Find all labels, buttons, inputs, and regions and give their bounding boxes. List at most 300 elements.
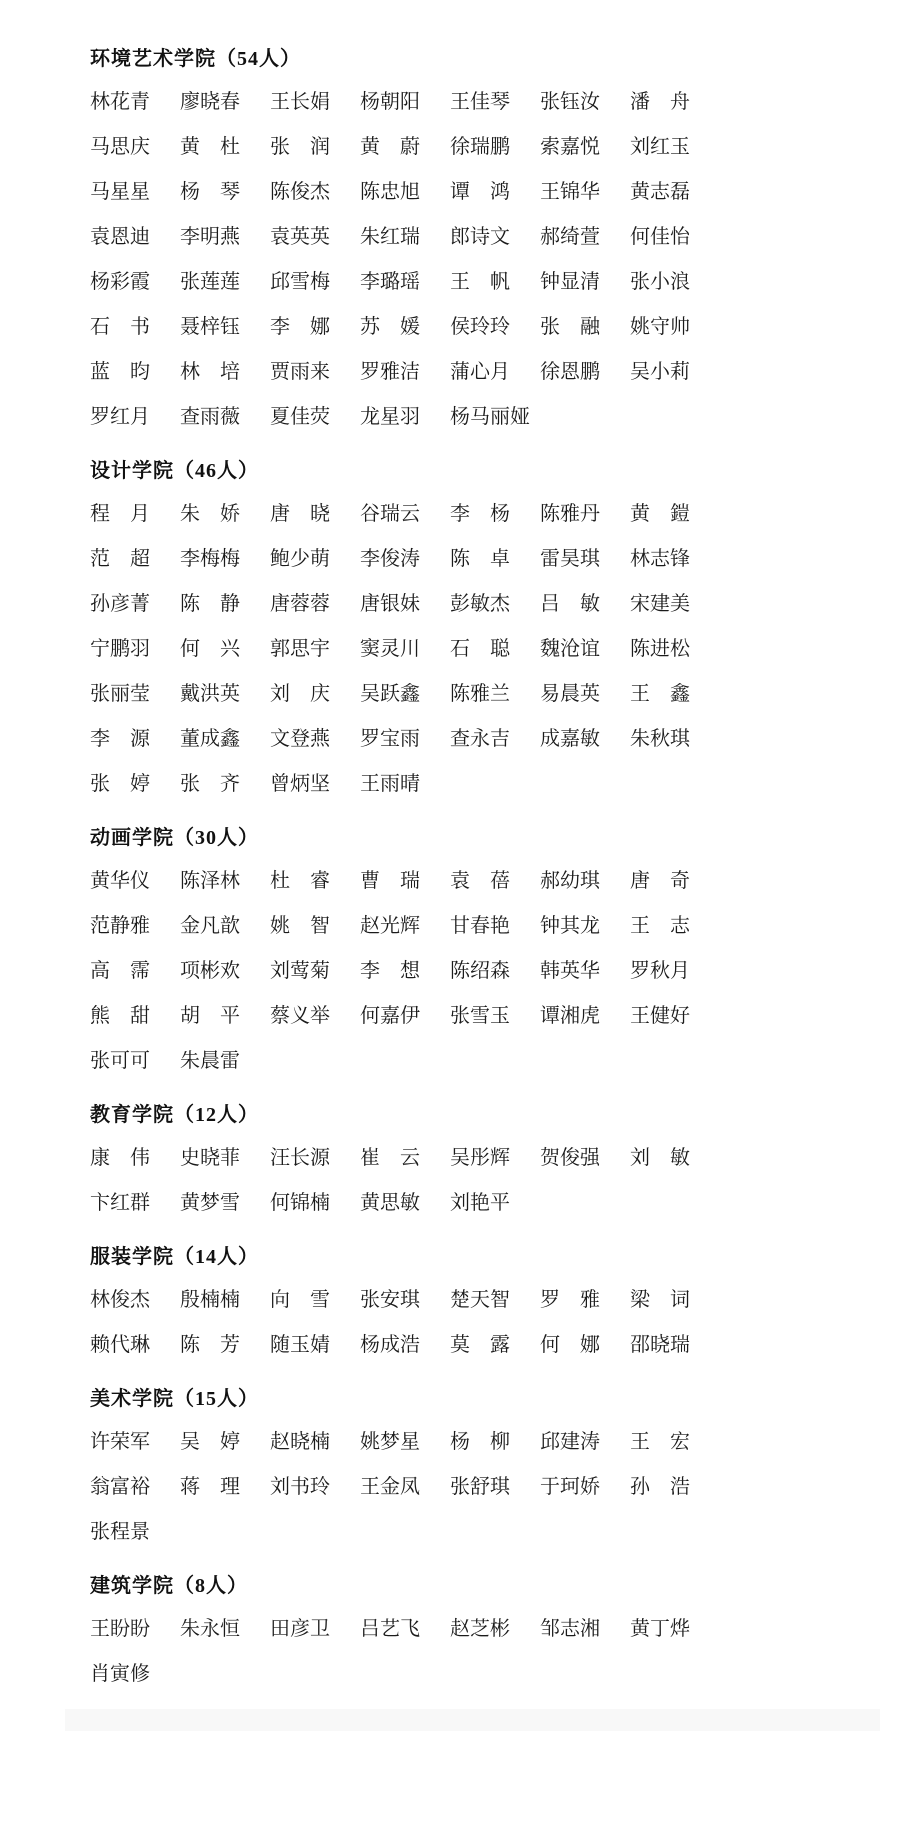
name-cell xyxy=(360,545,450,574)
name-cell xyxy=(630,725,720,754)
person-name: 黄丁烨 xyxy=(630,1618,690,1640)
name-cell xyxy=(360,403,450,432)
name-row xyxy=(90,957,750,986)
person-name: 聂梓钰 xyxy=(180,316,240,338)
person-name: 黄蔚 xyxy=(360,136,420,158)
name-cell xyxy=(180,1286,270,1315)
person-name: 杨柳 xyxy=(450,1431,510,1453)
person-name: 黄梦雪 xyxy=(180,1192,240,1214)
name-cell xyxy=(90,358,180,387)
name-row xyxy=(90,867,750,896)
name-cell xyxy=(270,1002,360,1031)
name-row xyxy=(90,358,750,387)
person-name: 林俊杰 xyxy=(90,1289,150,1311)
person-name: 杨彩霞 xyxy=(90,271,150,293)
name-cell xyxy=(180,1331,270,1360)
name-cell xyxy=(630,1331,720,1360)
name-cell xyxy=(90,770,180,799)
person-name: 宋建美 xyxy=(630,593,690,615)
name-row xyxy=(90,912,750,941)
name-cell xyxy=(450,268,540,297)
person-name: 黄思敏 xyxy=(360,1192,420,1214)
person-name: 朱娇 xyxy=(180,503,240,525)
person-name: 黄华仪 xyxy=(90,870,150,892)
name-cell xyxy=(90,1047,180,1076)
person-name: 邵晓瑞 xyxy=(630,1334,690,1356)
name-cell xyxy=(270,867,360,896)
name-cell xyxy=(270,545,360,574)
name-row xyxy=(90,1047,750,1076)
person-name: 邹志湘 xyxy=(540,1618,600,1640)
name-row xyxy=(90,88,750,117)
person-name: 索嘉悦 xyxy=(540,136,600,158)
person-name: 吴跃鑫 xyxy=(360,683,420,705)
name-cell xyxy=(180,635,270,664)
name-cell xyxy=(450,403,540,432)
name-cell xyxy=(360,635,450,664)
person-name: 何锦楠 xyxy=(270,1192,330,1214)
name-cell xyxy=(270,1144,360,1173)
name-cell xyxy=(630,590,720,619)
person-name: 孙彦菁 xyxy=(90,593,150,615)
person-name: 刘红玉 xyxy=(630,136,690,158)
person-name: 成嘉敏 xyxy=(540,728,600,750)
person-name: 陈俊杰 xyxy=(270,181,330,203)
name-cell xyxy=(360,178,450,207)
name-cell xyxy=(180,1473,270,1502)
name-cell xyxy=(180,770,270,799)
name-cell xyxy=(360,957,450,986)
person-name: 王佳琴 xyxy=(450,91,510,113)
name-cell xyxy=(270,313,360,342)
name-cell xyxy=(540,313,630,342)
name-cell xyxy=(270,1331,360,1360)
person-name: 肖寅修 xyxy=(90,1663,150,1685)
person-name: 王锦华 xyxy=(540,181,600,203)
person-name: 龙星羽 xyxy=(360,406,420,428)
name-cell xyxy=(90,500,180,529)
person-name: 徐恩鹏 xyxy=(540,361,600,383)
name-cell xyxy=(270,1615,360,1644)
name-row xyxy=(90,133,750,162)
person-name: 朱红瑞 xyxy=(360,226,420,248)
person-name: 于珂娇 xyxy=(540,1476,600,1498)
person-name: 楚天智 xyxy=(450,1289,510,1311)
person-name: 李梅梅 xyxy=(180,548,240,570)
name-cell xyxy=(270,1473,360,1502)
person-name: 陈泽林 xyxy=(180,870,240,892)
person-name: 陈静 xyxy=(180,593,240,615)
person-name: 韩英华 xyxy=(540,960,600,982)
person-name: 吴婷 xyxy=(180,1431,240,1453)
person-name: 田彦卫 xyxy=(270,1618,330,1640)
person-name: 曾炳坚 xyxy=(270,773,330,795)
person-name: 李源 xyxy=(90,728,150,750)
name-cell xyxy=(540,912,630,941)
person-name: 吴小莉 xyxy=(630,361,690,383)
name-cell xyxy=(540,1428,630,1457)
person-name: 蒋理 xyxy=(180,1476,240,1498)
person-name: 赵芝彬 xyxy=(450,1618,510,1640)
person-name: 蔡义举 xyxy=(270,1005,330,1027)
person-name: 赵晓楠 xyxy=(270,1431,330,1453)
person-name: 蓝昀 xyxy=(90,361,150,383)
name-cell xyxy=(90,1473,180,1502)
name-cell xyxy=(270,590,360,619)
name-cell xyxy=(540,1002,630,1031)
person-name: 徐瑞鹏 xyxy=(450,136,510,158)
person-name: 陈卓 xyxy=(450,548,510,570)
person-name: 随玉婧 xyxy=(270,1334,330,1356)
person-name: 史晓菲 xyxy=(180,1147,240,1169)
name-cell xyxy=(450,313,540,342)
name-cell xyxy=(450,1144,540,1173)
person-name: 莫露 xyxy=(450,1334,510,1356)
person-name: 孙浩 xyxy=(630,1476,690,1498)
person-name: 苏媛 xyxy=(360,316,420,338)
name-cell xyxy=(270,770,360,799)
person-name: 杨马丽娅 xyxy=(450,406,530,428)
name-row xyxy=(90,1473,750,1502)
name-cell xyxy=(360,133,450,162)
name-cell xyxy=(180,500,270,529)
name-cell xyxy=(630,223,720,252)
name-cell xyxy=(270,223,360,252)
name-row xyxy=(90,1144,750,1173)
name-cell xyxy=(540,545,630,574)
name-cell xyxy=(630,867,720,896)
person-name: 张舒琪 xyxy=(450,1476,510,1498)
person-name: 刘艳平 xyxy=(450,1192,510,1214)
name-cell xyxy=(90,957,180,986)
person-name: 翁富裕 xyxy=(90,1476,150,1498)
person-name: 王盼盼 xyxy=(90,1618,150,1640)
person-name: 熊甜 xyxy=(90,1005,150,1027)
name-cell xyxy=(540,223,630,252)
name-cell xyxy=(90,1660,180,1689)
name-cell xyxy=(90,313,180,342)
name-row xyxy=(90,680,750,709)
name-cell xyxy=(90,1002,180,1031)
person-name: 彭敏杰 xyxy=(450,593,510,615)
name-cell xyxy=(450,680,540,709)
person-name: 何娜 xyxy=(540,1334,600,1356)
person-name: 张小浪 xyxy=(630,271,690,293)
name-row xyxy=(90,1286,750,1315)
name-cell xyxy=(90,912,180,941)
name-cell xyxy=(540,957,630,986)
name-cell xyxy=(540,725,630,754)
person-name: 贾雨来 xyxy=(270,361,330,383)
name-row xyxy=(90,313,750,342)
name-cell xyxy=(630,133,720,162)
person-name: 黄鎧 xyxy=(630,503,690,525)
name-cell xyxy=(450,1428,540,1457)
person-name: 张钰汝 xyxy=(540,91,600,113)
name-cell xyxy=(360,500,450,529)
person-name: 文登燕 xyxy=(270,728,330,750)
person-name: 张可可 xyxy=(90,1050,150,1072)
name-cell xyxy=(90,1428,180,1457)
person-name: 陈绍森 xyxy=(450,960,510,982)
section-title: 建筑学院（8人） xyxy=(90,1575,248,1597)
name-cell xyxy=(90,590,180,619)
name-cell xyxy=(450,500,540,529)
name-cell xyxy=(180,680,270,709)
person-name: 贺俊强 xyxy=(540,1147,600,1169)
person-name: 蒲心月 xyxy=(450,361,510,383)
person-name: 甘春艳 xyxy=(450,915,510,937)
name-row xyxy=(90,1002,750,1031)
name-cell xyxy=(270,957,360,986)
person-name: 马思庆 xyxy=(90,136,150,158)
person-name: 戴洪英 xyxy=(180,683,240,705)
person-name: 陈芳 xyxy=(180,1334,240,1356)
name-cell xyxy=(630,545,720,574)
name-cell xyxy=(540,1615,630,1644)
person-name: 项彬欢 xyxy=(180,960,240,982)
name-cell xyxy=(180,358,270,387)
person-name: 石书 xyxy=(90,316,150,338)
person-name: 魏沧谊 xyxy=(540,638,600,660)
name-cell xyxy=(630,358,720,387)
person-name: 朱晨雷 xyxy=(180,1050,240,1072)
section-title: 服装学院（14人） xyxy=(90,1246,259,1268)
person-name: 郝绮萱 xyxy=(540,226,600,248)
person-name: 汪长源 xyxy=(270,1147,330,1169)
name-cell xyxy=(540,88,630,117)
name-cell xyxy=(270,358,360,387)
name-cell xyxy=(540,1331,630,1360)
person-name: 高霈 xyxy=(90,960,150,982)
name-cell xyxy=(540,358,630,387)
name-cell xyxy=(540,178,630,207)
name-cell xyxy=(360,1615,450,1644)
person-name: 王雨晴 xyxy=(360,773,420,795)
person-name: 唐银妹 xyxy=(360,593,420,615)
name-cell xyxy=(360,680,450,709)
name-row xyxy=(90,1615,750,1644)
name-cell xyxy=(450,178,540,207)
name-row xyxy=(90,725,750,754)
person-name: 姚智 xyxy=(270,915,330,937)
name-cell xyxy=(630,500,720,529)
name-row xyxy=(90,590,750,619)
name-cell xyxy=(270,635,360,664)
name-cell xyxy=(90,725,180,754)
name-cell xyxy=(270,1286,360,1315)
name-cell xyxy=(450,1189,540,1218)
name-cell xyxy=(630,1473,720,1502)
person-name: 谷瑞云 xyxy=(360,503,420,525)
person-name: 石聪 xyxy=(450,638,510,660)
person-name: 刘敏 xyxy=(630,1147,690,1169)
name-cell xyxy=(180,1428,270,1457)
name-cell xyxy=(540,680,630,709)
person-name: 王健好 xyxy=(630,1005,690,1027)
name-cell xyxy=(180,725,270,754)
name-row xyxy=(90,403,750,432)
person-name: 罗宝雨 xyxy=(360,728,420,750)
name-cell xyxy=(360,1473,450,1502)
name-cell xyxy=(450,590,540,619)
name-cell xyxy=(90,403,180,432)
name-cell xyxy=(630,680,720,709)
section-title: 环境艺术学院（54人） xyxy=(90,48,301,70)
name-cell xyxy=(450,223,540,252)
person-name: 马星星 xyxy=(90,181,150,203)
name-cell xyxy=(630,635,720,664)
name-cell xyxy=(450,1002,540,1031)
person-name: 张安琪 xyxy=(360,1289,420,1311)
name-cell xyxy=(180,268,270,297)
person-name: 谭鸿 xyxy=(450,181,510,203)
person-name: 林花青 xyxy=(90,91,150,113)
name-cell xyxy=(450,957,540,986)
name-cell xyxy=(450,912,540,941)
person-name: 鲍少萌 xyxy=(270,548,330,570)
person-name: 梁词 xyxy=(630,1289,690,1311)
person-name: 李想 xyxy=(360,960,420,982)
person-name: 李璐瑶 xyxy=(360,271,420,293)
person-name: 向雪 xyxy=(270,1289,330,1311)
name-cell xyxy=(180,1002,270,1031)
person-name: 赵光辉 xyxy=(360,915,420,937)
person-name: 宁鹏羽 xyxy=(90,638,150,660)
person-name: 谭湘虎 xyxy=(540,1005,600,1027)
name-cell xyxy=(270,500,360,529)
person-name: 邱雪梅 xyxy=(270,271,330,293)
name-cell xyxy=(540,1473,630,1502)
name-cell xyxy=(270,88,360,117)
section-title: 动画学院（30人） xyxy=(90,827,259,849)
name-cell xyxy=(360,358,450,387)
name-cell xyxy=(90,88,180,117)
person-name: 陈进松 xyxy=(630,638,690,660)
name-cell xyxy=(180,912,270,941)
person-name: 雷昊琪 xyxy=(540,548,600,570)
name-cell xyxy=(360,590,450,619)
person-name: 钟其龙 xyxy=(540,915,600,937)
name-cell xyxy=(360,1286,450,1315)
person-name: 曹瑞 xyxy=(360,870,420,892)
person-name: 罗红月 xyxy=(90,406,150,428)
name-row xyxy=(90,1428,750,1457)
name-row xyxy=(90,635,750,664)
section-title: 美术学院（15人） xyxy=(90,1388,259,1410)
person-name: 朱秋琪 xyxy=(630,728,690,750)
name-cell xyxy=(90,1144,180,1173)
name-cell xyxy=(630,1428,720,1457)
name-cell xyxy=(540,867,630,896)
person-name: 赖代琳 xyxy=(90,1334,150,1356)
person-name: 张雪玉 xyxy=(450,1005,510,1027)
person-name: 林培 xyxy=(180,361,240,383)
name-cell xyxy=(360,1189,450,1218)
person-name: 何嘉伊 xyxy=(360,1005,420,1027)
name-cell xyxy=(270,680,360,709)
name-list xyxy=(90,44,750,1689)
name-cell xyxy=(450,1331,540,1360)
person-name: 范静雅 xyxy=(90,915,150,937)
person-name: 黄杜 xyxy=(180,136,240,158)
name-cell xyxy=(450,133,540,162)
person-name: 姚守帅 xyxy=(630,316,690,338)
name-cell xyxy=(360,268,450,297)
name-cell xyxy=(630,1002,720,1031)
person-name: 唐晓 xyxy=(270,503,330,525)
name-cell xyxy=(90,1518,180,1547)
name-cell xyxy=(90,1331,180,1360)
name-row xyxy=(90,1331,750,1360)
name-cell xyxy=(630,957,720,986)
person-name: 张润 xyxy=(270,136,330,158)
name-cell xyxy=(270,268,360,297)
person-name: 唐奇 xyxy=(630,870,690,892)
person-name: 潘舟 xyxy=(630,91,690,113)
name-row xyxy=(90,1660,750,1689)
person-name: 杨成浩 xyxy=(360,1334,420,1356)
name-cell xyxy=(180,957,270,986)
name-cell xyxy=(630,912,720,941)
person-name: 范超 xyxy=(90,548,150,570)
name-row xyxy=(90,223,750,252)
name-cell xyxy=(90,1189,180,1218)
name-row xyxy=(90,500,750,529)
person-name: 卞红群 xyxy=(90,1192,150,1214)
name-cell xyxy=(630,268,720,297)
name-cell xyxy=(270,178,360,207)
name-cell xyxy=(180,1615,270,1644)
name-cell xyxy=(360,1331,450,1360)
person-name: 郎诗文 xyxy=(450,226,510,248)
person-name: 杨朝阳 xyxy=(360,91,420,113)
name-cell xyxy=(90,223,180,252)
person-name: 唐蓉蓉 xyxy=(270,593,330,615)
person-name: 陈雅丹 xyxy=(540,503,600,525)
name-cell xyxy=(270,912,360,941)
name-cell xyxy=(90,133,180,162)
name-cell xyxy=(450,867,540,896)
person-name: 杜睿 xyxy=(270,870,330,892)
person-name: 王金凤 xyxy=(360,1476,420,1498)
name-cell xyxy=(450,1473,540,1502)
name-cell xyxy=(540,635,630,664)
name-cell xyxy=(270,403,360,432)
person-name: 张婷 xyxy=(90,773,150,795)
name-cell xyxy=(270,1189,360,1218)
name-cell xyxy=(630,313,720,342)
person-name: 李明燕 xyxy=(180,226,240,248)
name-cell xyxy=(450,635,540,664)
person-name: 董成鑫 xyxy=(180,728,240,750)
name-cell xyxy=(180,178,270,207)
name-row xyxy=(90,1518,750,1547)
person-name: 廖晓春 xyxy=(180,91,240,113)
name-cell xyxy=(180,590,270,619)
person-name: 查永吉 xyxy=(450,728,510,750)
name-row xyxy=(90,1189,750,1218)
name-cell xyxy=(540,500,630,529)
name-cell xyxy=(360,88,450,117)
person-name: 王长娟 xyxy=(270,91,330,113)
name-cell xyxy=(360,313,450,342)
person-name: 王鑫 xyxy=(630,683,690,705)
person-name: 袁英英 xyxy=(270,226,330,248)
person-name: 姚梦星 xyxy=(360,1431,420,1453)
person-name: 夏佳荧 xyxy=(270,406,330,428)
name-cell xyxy=(360,867,450,896)
